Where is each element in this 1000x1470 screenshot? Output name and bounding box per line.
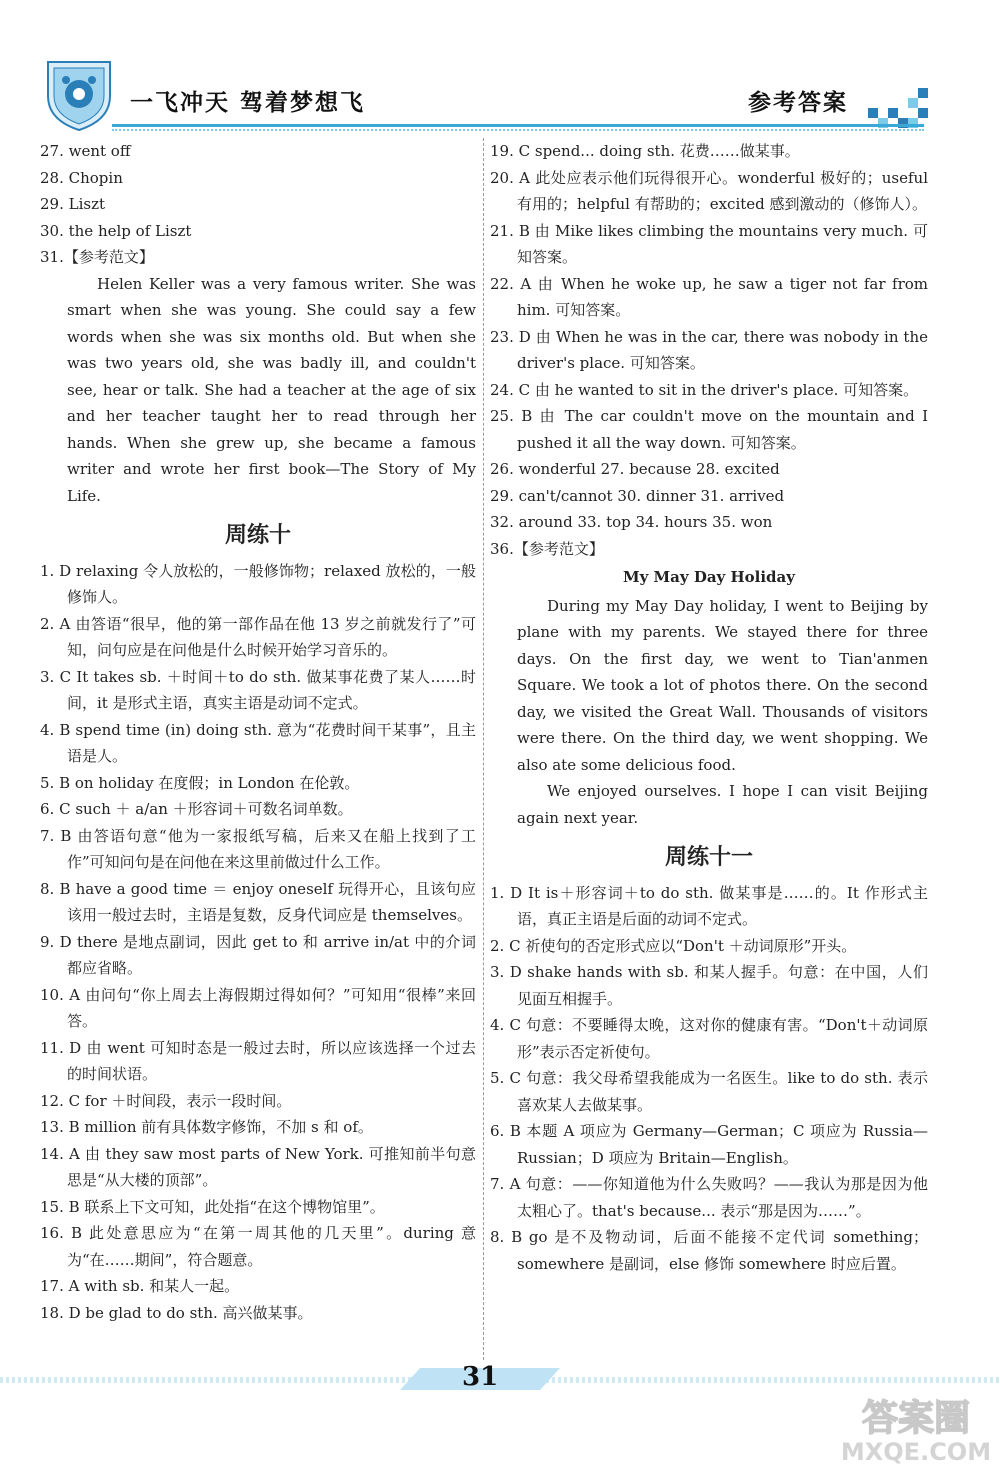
answer-item: 18. D be glad to do sth. 高兴做某事。 [40, 1303, 313, 1322]
header-dotted-rule [112, 129, 924, 133]
answer-item: 4. C 句意：不要睡得太晚，这对你的健康有害。“Don't＋动词原形”表示否定祈使句。 [490, 1016, 928, 1061]
right-column [490, 138, 928, 1277]
answer-item: 29. can't/cannot 30. dinner 31. arrived [490, 486, 785, 505]
answer-item: 21. B 由 Mike likes climbing the mountains very much. 可知答案。 [490, 221, 928, 266]
answer-item: 10. A 由问句“你上周去上海假期过得如何？”可知用“很棒”来回答。 [40, 985, 476, 1030]
section-title: 周练十一 [664, 845, 753, 870]
answer-item: 2. C 祈使句的否定形式应以“Don't ＋动词原形”开头。 [490, 936, 857, 955]
watermark-logo-text: 答案圈 [861, 1398, 971, 1439]
answer-item: 29. Liszt [40, 195, 106, 213]
essay-title: My May Day Holiday [623, 568, 795, 586]
header-slogan: 一飞冲天 驾着梦想飞 [130, 89, 366, 116]
answer-item: 1. D It is＋形容词＋to do sth. 做某事是……的。It 作形式主语，真正主语是后面的动词不定式。 [490, 883, 928, 928]
answer-item: 25. B 由 The car couldn't move on the mountain and I pushed it all the way down. 可知答案。 [490, 407, 928, 452]
answer-item: 13. B million 前有具体数字修饰，不加 s 和 of。 [40, 1118, 373, 1136]
answer-item: 6. B 本题 A 项应为 Germany—German；C 项应为 Russia—Russian；D 项应为 Britain—English。 [490, 1122, 928, 1167]
answer-item: 1. D relaxing 令人放松的，一般修饰物；relaxed 放松的，一般修饰人。 [40, 561, 476, 606]
answer-item: 17. A with sb. 和某人一起。 [40, 1277, 240, 1295]
answer-item: 8. B have a good time ＝ enjoy oneself 玩得开心，且该句应该用一般过去时，主语是复数，反身代词应是 themselves。 [40, 879, 476, 924]
answer-item: 14. A 由 they saw most parts of New York. 可推知前半句意思是“从大楼的顶部”。 [40, 1144, 476, 1189]
answer-item: 31.【参考范文】 [40, 248, 154, 266]
left-column [40, 138, 476, 1326]
page-number: 31 [462, 1362, 499, 1392]
answer-item: 9. D there 是地点副词，因此 get to 和 arrive in/at 中的介词都应省略。 [40, 932, 476, 977]
watermark-logo-icon [836, 1390, 996, 1466]
answer-item: 30. the help of Liszt [40, 221, 192, 240]
essay-paragraph: During my May Day holiday, I went to Beijing by plane with my parents. We stayed there for three days. On the first day, we went to Tian'anmen Square. We took a lot of photos there. On the second day, we visited the Great Wall. Thousands of visitors were there. On the third day, we went shopping. We also ate some delicious food. [517, 596, 928, 774]
answer-item: 32. around 33. top 34. hours 35. won [490, 513, 773, 531]
shield-logo-icon [44, 56, 114, 132]
watermark-site: MXQE.COM [840, 1438, 992, 1466]
answer-item: 16. B 此处意思应为“在第一周其他的几天里”。during 意为“在……期间”，符合题意。 [40, 1224, 476, 1269]
answer-item: 11. D 由 went 可知时态是一般过去时，所以应该选择一个过去的时间状语。 [40, 1038, 476, 1083]
answer-item: 15. B 联系上下文可知，此处指“在这个博物馆里”。 [40, 1197, 385, 1216]
answer-item: 12. C for ＋时间段，表示一段时间。 [40, 1091, 292, 1110]
answer-item: 3. C It takes sb. ＋时间＋to do sth. 做某事花费了某人……时间，it 是形式主语，真实主语是动词不定式。 [40, 667, 476, 712]
answer-item: 6. C such ＋ a/an ＋形容词＋可数名词单数。 [40, 800, 353, 818]
answer-item: 8. B go 是不及物动词，后面不能接不定代词 something；somewhere 是副词，else 修饰 somewhere 时应后置。 [490, 1228, 928, 1273]
answer-item: 7. A 句意：——你知道他为什么失败吗？——我认为那是因为他太粗心了。that's because... 表示“那是因为……”。 [490, 1175, 928, 1220]
answer-item: 5. B on holiday 在度假；in London 在伦敦。 [40, 773, 360, 792]
answer-item: 20. A 此处应表示他们玩得很开心。wonderful 极好的；useful 有用的；helpful 有帮助的；excited 感到激动的（修饰人）。 [490, 168, 928, 213]
section-title: 周练十 [224, 523, 291, 548]
header-section-title: 参考答案 [748, 89, 848, 116]
checker-decoration-icon [868, 88, 928, 128]
page-header [0, 0, 1000, 140]
answer-item: 36.【参考范文】 [490, 539, 604, 558]
answer-item: 24. C 由 he wanted to sit in the driver's place. 可知答案。 [490, 380, 919, 399]
header-rule [112, 124, 924, 127]
answer-item: 4. B spend time (in) doing sth. 意为“花费时间干某事”，且主语是人。 [40, 720, 476, 765]
answer-item: 19. C spend... doing sth. 花费……做某事。 [490, 142, 800, 160]
answer-item: 27. went off [40, 142, 131, 160]
answer-item: 23. D 由 When he was in the car, there was nobody in the driver's place. 可知答案。 [490, 327, 928, 372]
answer-item: 28. Chopin [40, 168, 123, 187]
answer-item: 2. A 由答语“很早，他的第一部作品在他 13 岁之前就发行了”可知，问句应是在问他是什么时候开始学习音乐的。 [40, 614, 476, 659]
column-divider [483, 138, 484, 1360]
answer-item: 22. A 由 When he woke up, he saw a tiger not far from him. 可知答案。 [490, 274, 928, 319]
answer-item: 5. C 句意：我父母希望我能成为一名医生。like to do sth. 表示喜欢某人去做某事。 [490, 1069, 928, 1114]
answer-item: 3. D shake hands with sb. 和某人握手。句意：在中国，人们见面互相握手。 [490, 963, 928, 1008]
answer-item: 7. B 由答语句意“他为一家报纸写稿，后来又在船上找到了工作”可知问句是在问他在来这里前做过什么工作。 [40, 826, 476, 871]
footer-band-decoration [0, 1366, 1000, 1392]
essay-paragraph: We enjoyed ourselves. I hope I can visit Beijing again next year. [517, 782, 928, 827]
answer-item: 26. wonderful 27. because 28. excited [490, 460, 780, 478]
essay-paragraph: Helen Keller was a very famous writer. She was smart when she was young. She could say a few words when she was six months old. But when she was two years old, she was badly ill, and couldn't see, hear or talk. She had a teacher at the age of six and her teacher taught her to read through her hands. When she grew up, she became a famous writer and wrote her first book—The Story of My Life. [67, 274, 476, 505]
